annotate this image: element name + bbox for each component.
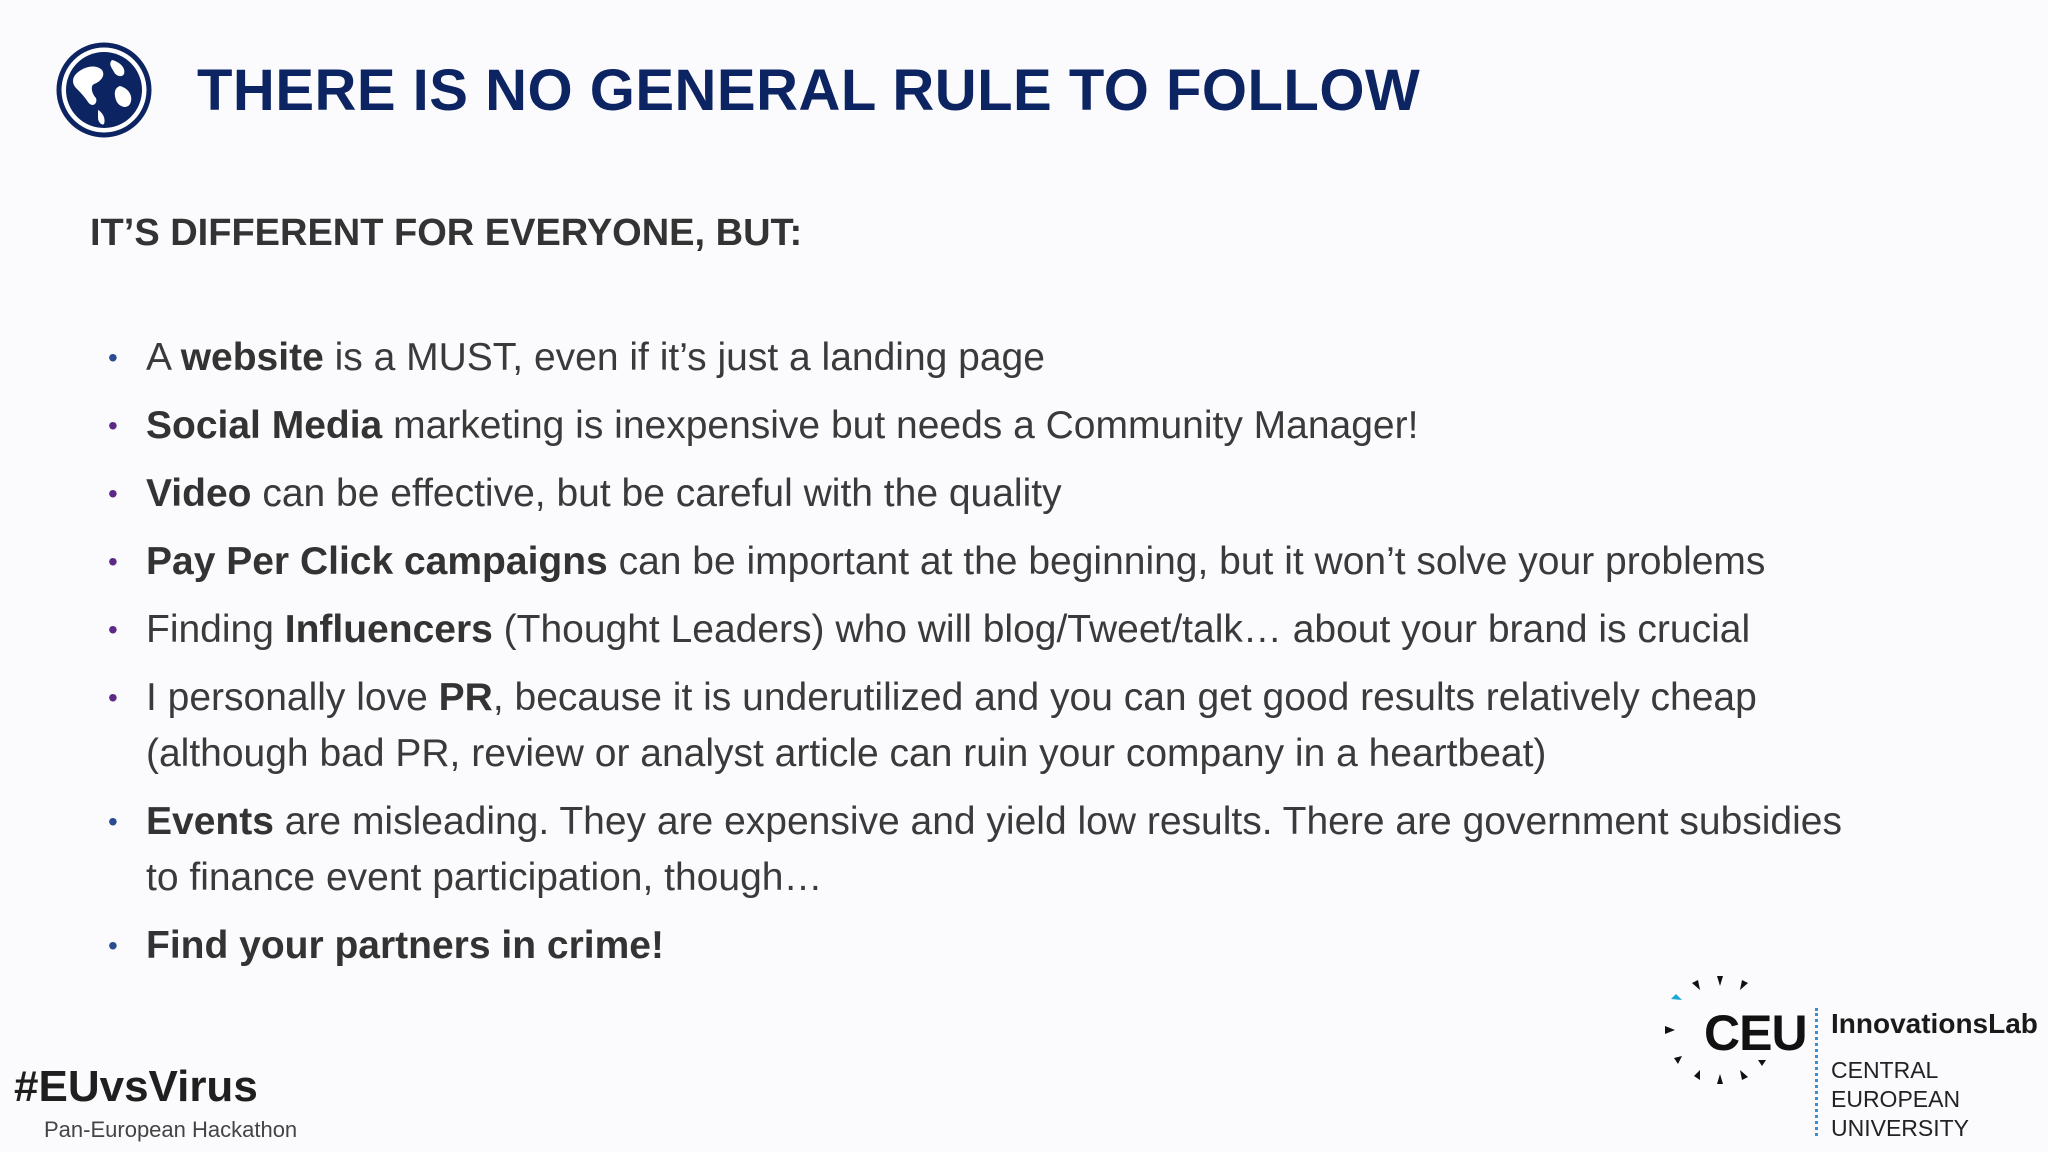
globe-icon [54, 40, 154, 140]
bullet-text-bold: PR [438, 676, 493, 719]
bullet-dot-icon: • [108, 546, 118, 577]
bullet-dot-icon: • [108, 410, 118, 441]
bullet-dot-icon: • [108, 930, 118, 961]
bullet-text-post: (Thought Leaders) who will blog/Tweet/talk… about your brand is crucial [492, 608, 1751, 651]
bullet-dot-icon: • [108, 342, 118, 373]
bullet-text-bold: Video [146, 472, 252, 515]
list-item [0, 534, 2048, 590]
bullet-dot-icon: • [108, 682, 118, 713]
list-item [0, 794, 2048, 906]
bullet-text-pre: Finding [146, 608, 285, 651]
bullet-line-1 [146, 794, 2048, 850]
bullet-text-bold: Find your partners in crime! [146, 924, 664, 967]
bullet-text-bold: Influencers [284, 608, 493, 651]
bullet-dot-icon: • [108, 478, 118, 509]
bullet-dot-icon: • [108, 614, 118, 645]
bullet-line-2: to finance event participation, though… [146, 856, 823, 899]
ceu-innovationslab: InnovationsLab [1831, 1008, 2038, 1039]
slide-subtitle: IT’S DIFFERENT FOR EVERYONE, BUT: [90, 212, 803, 254]
list-item [0, 918, 2048, 974]
hackathon-hashtag: #EUvsVirus [14, 1062, 258, 1111]
bullet-text-bold: Events [146, 800, 274, 843]
ceu-divider [1815, 1008, 1818, 1136]
hackathon-logo [14, 1058, 297, 1144]
bullet-list [0, 330, 2048, 986]
bullet-text-post: can be effective, but be careful with the quality [251, 472, 1062, 515]
ceu-name-line: CENTRAL [1831, 1057, 1939, 1083]
hackathon-subtitle: Pan-European Hackathon [44, 1117, 298, 1142]
bullet-line-1 [146, 670, 2048, 726]
bullet-dot-icon: • [108, 806, 118, 837]
ceu-university-name [1831, 1056, 1969, 1143]
bullet-text-bold: Social Media [146, 404, 383, 447]
bullet-text-post: , because it is underutilized and you can get good results relatively cheap [492, 676, 1757, 719]
list-item [0, 330, 2048, 386]
bullet-text-bold: website [180, 336, 324, 379]
bullet-line-2: (although bad PR, review or analyst article can ruin your company in a heartbeat) [146, 732, 1547, 775]
ceu-name-line: UNIVERSITY [1831, 1115, 1970, 1141]
list-item [0, 670, 2048, 782]
bullet-text-post: are misleading. They are expensive and yield low results. There are government subsidies [273, 800, 1842, 843]
ceu-logo [1660, 968, 2048, 1152]
ceu-name-line: EUROPEAN [1831, 1086, 1961, 1112]
list-item [0, 466, 2048, 522]
list-item [0, 602, 2048, 658]
bullet-text-bold: Pay Per Click campaigns [146, 540, 608, 583]
bullet-text-pre: A [146, 336, 181, 379]
bullet-text-post: is a MUST, even if it’s just a landing page [323, 336, 1045, 379]
ceu-wordmark: CEU [1704, 1005, 1807, 1061]
bullet-text-pre: I personally love [146, 676, 439, 719]
bullet-text-post: marketing is inexpensive but needs a Community Manager! [382, 404, 1419, 447]
slide-title: THERE IS NO GENERAL RULE TO FOLLOW [197, 58, 1421, 123]
list-item [0, 398, 2048, 454]
bullet-text-post: can be important at the beginning, but it won’t solve your problems [607, 540, 1766, 583]
